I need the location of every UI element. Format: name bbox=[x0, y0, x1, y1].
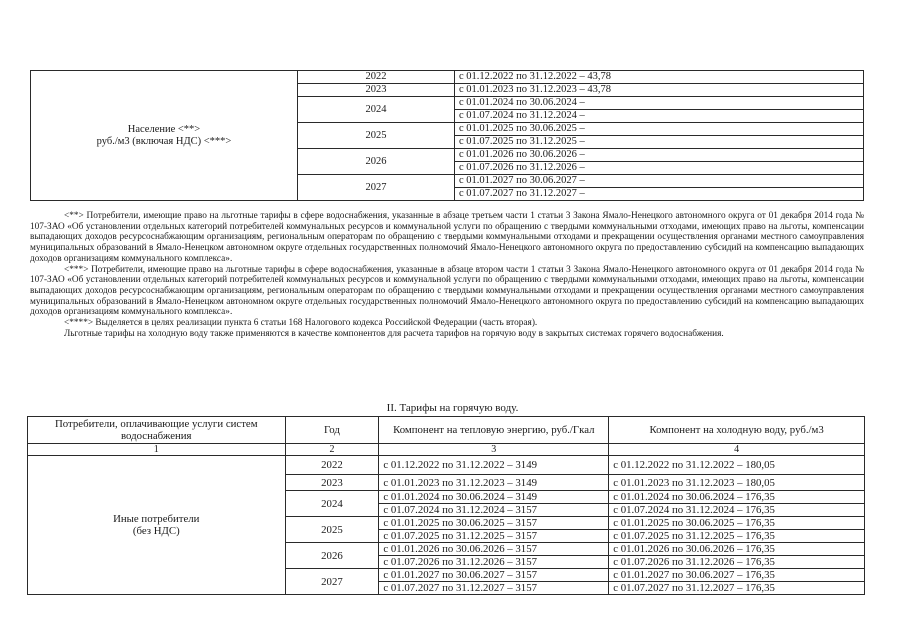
water-tariff: с 01.01.2025 по 30.06.2025 – 176,35 bbox=[609, 517, 865, 530]
year-cell: 2024 bbox=[285, 491, 379, 517]
column-number: 2 bbox=[285, 444, 379, 456]
footnote: <**> Потребители, имеющие право на льготные тарифы в сфере водоснабжения, указанные в абзаце третьем части 1 статьи 3 Закона Ямало-Ненецкого автономного округа от 01 декабря 2014 года № 107-ЗАО «Об установлении отдельных категорий потребителей коммунальных ресурсов и коммунальной услуги по обращению с твердыми коммунальными отходами, имеющих право на льготы, компенсации выпадающих доходов ресурсоснабжающим организациям, региональным операторам по обращению с твердыми коммунальными отходами и прекращении осуществления органами местного самоуправления муниципальных образований в Ямало-Ненецком автономном округе отдельных государственных полномочий Ямало-Ненецкого автономного округа по предоставлению субсидий на компенсацию выпадающих доходов организациям коммунального комплекса». bbox=[30, 211, 864, 264]
tariff-period: с 01.01.2025 по 30.06.2025 – bbox=[455, 123, 864, 136]
tariff-period: с 01.01.2027 по 30.06.2027 – bbox=[455, 175, 864, 188]
footnotes bbox=[30, 211, 864, 339]
footnote: <****> Выделяется в целях реализации пункта 6 статьи 168 Налогового кодекса Российской Федерации (часть вторая). bbox=[64, 318, 538, 329]
heat-tariff: с 01.07.2027 по 31.12.2027 – 3157 bbox=[379, 582, 609, 595]
water-tariff: с 01.07.2027 по 31.12.2027 – 176,35 bbox=[609, 582, 865, 595]
consumer-cell bbox=[31, 71, 298, 201]
year-cell: 2022 bbox=[298, 71, 455, 84]
year-cell: 2022 bbox=[285, 456, 379, 475]
heat-tariff: с 01.07.2026 по 31.12.2026 – 3157 bbox=[379, 556, 609, 569]
heat-tariff: с 01.01.2024 по 30.06.2024 – 3149 bbox=[379, 491, 609, 504]
header-year: Год bbox=[285, 417, 379, 444]
year-cell: 2023 bbox=[285, 475, 379, 491]
tariff-period: с 01.01.2023 по 31.12.2023 – 43,78 bbox=[455, 84, 864, 97]
year-cell: 2025 bbox=[285, 517, 379, 543]
water-tariff: с 01.07.2025 по 31.12.2025 – 176,35 bbox=[609, 530, 865, 543]
year-cell: 2027 bbox=[285, 569, 379, 595]
water-tariff: с 01.01.2024 по 30.06.2024 – 176,35 bbox=[609, 491, 865, 504]
heat-tariff: с 01.01.2027 по 30.06.2027 – 3157 bbox=[379, 569, 609, 582]
water-tariff: с 01.07.2024 по 31.12.2024 – 176,35 bbox=[609, 504, 865, 517]
water-tariff: с 01.01.2026 по 30.06.2026 – 176,35 bbox=[609, 543, 865, 556]
year-cell: 2025 bbox=[298, 123, 455, 149]
heat-tariff: с 01.12.2022 по 31.12.2022 – 3149 bbox=[379, 456, 609, 475]
tariff-period: с 01.12.2022 по 31.12.2022 – 43,78 bbox=[455, 71, 864, 84]
header-water-component: Компонент на холодную воду, руб./м3 bbox=[609, 417, 865, 444]
year-cell: 2026 bbox=[298, 149, 455, 175]
water-tariff: с 01.01.2027 по 30.06.2027 – 176,35 bbox=[609, 569, 865, 582]
year-cell: 2027 bbox=[298, 175, 455, 201]
heat-tariff: с 01.01.2025 по 30.06.2025 – 3157 bbox=[379, 517, 609, 530]
table-row bbox=[28, 456, 865, 475]
tariff-period: с 01.07.2025 по 31.12.2025 – bbox=[455, 136, 864, 149]
tariff-period: с 01.01.2024 по 30.06.2024 – bbox=[455, 97, 864, 110]
column-number-row bbox=[28, 444, 865, 456]
tariff-period: с 01.01.2026 по 30.06.2026 – bbox=[455, 149, 864, 162]
heat-tariff: с 01.07.2024 по 31.12.2024 – 3157 bbox=[379, 504, 609, 517]
column-number: 4 bbox=[609, 444, 865, 456]
tariff-period: с 01.07.2027 по 31.12.2027 – bbox=[455, 188, 864, 201]
tariff-period: с 01.07.2024 по 31.12.2024 – bbox=[455, 110, 864, 123]
year-cell: 2026 bbox=[285, 543, 379, 569]
water-tariff: с 01.01.2023 по 31.12.2023 – 180,05 bbox=[609, 475, 865, 491]
consumer-label: Иные потребители bbox=[113, 513, 200, 525]
tariff-period: с 01.07.2026 по 31.12.2026 – bbox=[455, 162, 864, 175]
section-title: II. Тарифы на горячую воду. bbox=[386, 402, 519, 414]
water-tariff: с 01.12.2022 по 31.12.2022 – 180,05 bbox=[609, 456, 865, 475]
table-header-row bbox=[28, 417, 865, 444]
heat-tariff: с 01.07.2025 по 31.12.2025 – 3157 bbox=[379, 530, 609, 543]
column-number: 3 bbox=[379, 444, 609, 456]
consumer-label: Население <**> bbox=[127, 123, 201, 135]
header-heat-component: Компонент на тепловую энергию, руб./Гкал bbox=[379, 417, 609, 444]
heat-tariff: с 01.01.2023 по 31.12.2023 – 3149 bbox=[379, 475, 609, 491]
water-tariff: с 01.07.2026 по 31.12.2026 – 176,35 bbox=[609, 556, 865, 569]
footnote: Льготные тарифы на холодную воду также применяются в качестве компонентов для расчета тарифов на горячую воду в закрытых системах горячего водоснабжения. bbox=[64, 328, 724, 339]
header-consumers: Потребители, оплачивающие услуги систем водоснабжения bbox=[28, 417, 286, 444]
population-tariff-table bbox=[30, 70, 864, 201]
year-cell: 2024 bbox=[298, 97, 455, 123]
footnote: <***> Потребители, имеющие право на льготные тарифы в сфере водоснабжения, указанные в абзаце втором части 1 статьи 3 Закона Ямало-Ненецкого автономного округа от 01 декабря 2014 года № 107-ЗАО «Об установлении отдельных категорий потребителей коммунальных ресурсов и коммунальной услуги по обращению с твердыми коммунальными отходами, имеющих право на льготы, компенсации выпадающих доходов ресурсоснабжающим организациям, региональным операторам по обращению с твердыми коммунальными отходами и прекращении осуществления органами местного самоуправления муниципальных образований в Ямало-Ненецком автономном округе отдельных государственных полномочий Ямало-Ненецкого автономного округа по предоставлению субсидий на компенсацию выпадающих доходов организациям коммунального комплекса». bbox=[30, 264, 864, 318]
consumer-vat-label: (без НДС) bbox=[132, 525, 180, 537]
consumer-unit-label: руб./м3 (включая НДС) <***> bbox=[96, 135, 232, 147]
table-row bbox=[31, 71, 864, 84]
hot-water-tariff-table bbox=[27, 416, 865, 595]
heat-tariff: с 01.01.2026 по 30.06.2026 – 3157 bbox=[379, 543, 609, 556]
year-cell: 2023 bbox=[298, 84, 455, 97]
consumer-cell bbox=[28, 456, 286, 595]
column-number: 1 bbox=[28, 444, 286, 456]
